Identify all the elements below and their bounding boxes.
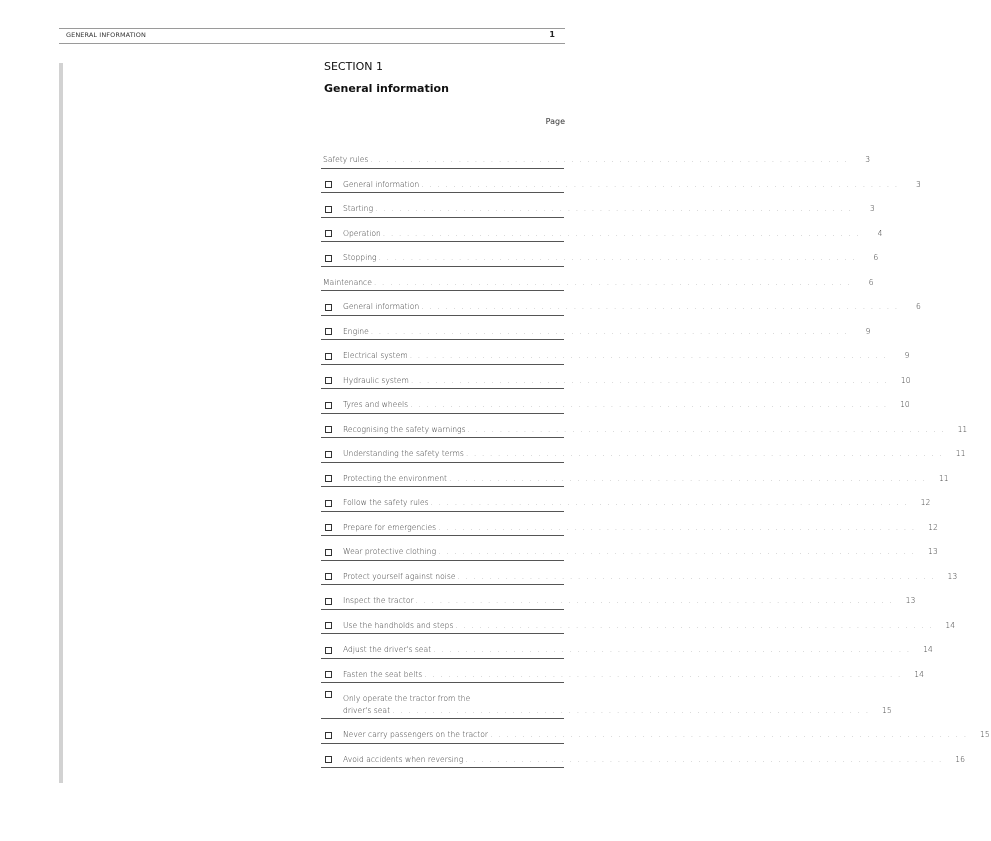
checkbox-bullet-icon [325, 353, 332, 360]
toc-entry-page: 13 [928, 547, 938, 556]
checkbox-bullet-icon [325, 732, 332, 739]
toc-entry-text-wrap [343, 180, 907, 193]
toc-entry-text-wrap [343, 351, 895, 364]
section-title: General information [324, 82, 449, 95]
dot-leader: . . . . . . . . . . . . . . . . . . . . . . . . . . . . . . . . . . . . . . . . . . . . . . . . . . . . . . . . . . . . [424, 669, 902, 679]
bullet-col [321, 585, 343, 609]
toc-entry-text-wrap [343, 621, 941, 634]
toc-entry-text-wrap [343, 755, 951, 768]
toc-entry-label: Protecting the environment [343, 473, 447, 483]
bullet-col [321, 365, 343, 389]
bullet-col [321, 610, 343, 634]
toc-entry-page: 3 [869, 204, 875, 213]
toc-entry [321, 414, 968, 439]
dot-leader: . . . . . . . . . . . . . . . . . . . . . . . . . . . . . . . . . . . . . . . . . . . . . . . . . . . . . . . . . . . . [467, 424, 946, 434]
bullet-col [321, 414, 343, 438]
toc-entry-page: 3 [865, 155, 871, 164]
toc-entry [321, 487, 931, 512]
bullet-col [321, 512, 343, 536]
checkbox-bullet-icon [325, 230, 332, 237]
toc-entry-text-wrap [343, 645, 919, 658]
dot-leader: . . . . . . . . . . . . . . . . . . . . . . . . . . . . . . . . . . . . . . . . . . . . . . . . . . . . . . . . . . . . [373, 277, 852, 287]
toc-entry-text-wrap [343, 474, 935, 487]
bullet-col [321, 242, 343, 266]
toc-entry-text-wrap [343, 498, 916, 511]
toc-entry-text-wrap [343, 730, 976, 743]
toc-entry-text-wrap [343, 449, 951, 462]
toc-entry-page: 4 [877, 228, 883, 238]
page-number: 1 [549, 30, 555, 39]
toc-entry-text-wrap [343, 229, 868, 242]
toc-entry-page: 13 [947, 571, 958, 581]
toc-entry-page: 12 [928, 522, 938, 532]
bullet-col [321, 536, 343, 560]
toc-entry-page: 14 [914, 669, 924, 679]
toc-entry-label: Operation [343, 228, 381, 238]
toc-entry-label: Electrical system [343, 351, 408, 360]
toc-entry-label: Follow the safety rules [343, 498, 429, 507]
toc-entry-label: Maintenance [323, 277, 372, 287]
dot-leader: . . . . . . . . . . . . . . . . . . . . . . . . . . . . . . . . . . . . . . . . . . . . . . . . . . . . . . . . . . . . [409, 351, 888, 360]
toc-entry [321, 463, 949, 488]
toc-entry-text-wrap [343, 572, 943, 585]
toc-entry [321, 389, 910, 414]
toc-entry [321, 659, 924, 684]
toc-entry [321, 340, 910, 365]
bullet-col [321, 340, 343, 364]
toc-entry [321, 365, 911, 390]
toc-entry-label: Protect yourself against noise [343, 571, 456, 581]
toc-entry-page: 14 [923, 645, 933, 654]
toc-entry-text-wrap [343, 204, 861, 217]
dot-leader: . . . . . . . . . . . . . . . . . . . . . . . . . . . . . . . . . . . . . . . . . . . . . . . . . . . . . . . . . . . . [410, 375, 889, 385]
toc-entry-label-line2: driver's seat [343, 705, 391, 715]
dot-leader: . . . . . . . . . . . . . . . . . . . . . . . . . . . . . . . . . . . . . . . . . . . . . . . . . . . . . . . . . . . . [375, 204, 853, 213]
toc-entry-text-wrap [343, 670, 910, 683]
checkbox-bullet-icon [325, 328, 332, 335]
checkbox-bullet-icon [325, 598, 332, 605]
page-column-label: Page [545, 117, 565, 126]
toc-entry-label: Only operate the tractor from the [343, 693, 471, 703]
toc-entry-page: 15 [980, 730, 990, 739]
toc-entry-text-wrap [343, 523, 924, 536]
dot-leader: . . . . . . . . . . . . . . . . . . . . . . . . . . . . . . . . . . . . . . . . . . . . . . . . . . . . . . . . . . . . [457, 571, 936, 581]
checkbox-bullet-icon [325, 377, 332, 384]
toc-entry [321, 218, 883, 243]
bullet-col [321, 744, 343, 768]
toc-entry-page: 10 [900, 375, 911, 385]
toc-entry-label: Wear protective clothing [343, 547, 437, 556]
table-of-contents [321, 144, 990, 768]
dot-leader: . . . . . . . . . . . . . . . . . . . . . . . . . . . . . . . . . . . . . . . . . . . . . . . . . . . . . . . . . . . . [382, 228, 861, 238]
checkbox-bullet-icon [325, 255, 332, 262]
toc-entry-label: Understanding the safety terms [343, 449, 464, 458]
bullet-col [321, 438, 343, 462]
checkbox-bullet-icon [325, 304, 332, 311]
toc-entry-label: General information [343, 179, 420, 189]
toc-entry [321, 267, 874, 292]
toc-entry-text-wrap [343, 694, 878, 719]
toc-entry-page: 12 [920, 498, 931, 507]
toc-entry [321, 744, 965, 769]
toc-entry-label: Fasten the seat belts [343, 669, 423, 679]
dot-leader: . . . . . . . . . . . . . . . . . . . . . . . . . . . . . . . . . . . . . . . . . . . . . . . . . . . . . . . . . . . . [490, 730, 968, 739]
toc-entry-page: 13 [905, 596, 916, 605]
toc-entry-text-wrap [343, 376, 897, 389]
bullet-col [321, 169, 343, 193]
toc-entry-page: 10 [900, 400, 910, 409]
toc-entry-label: General information [343, 302, 420, 311]
toc-entry-label: Hydraulic system [343, 375, 409, 385]
toc-entry-label: Engine [343, 326, 369, 336]
toc-entry [321, 169, 921, 194]
toc-entry-label: Starting [343, 204, 374, 213]
toc-entry [321, 719, 990, 744]
checkbox-bullet-icon [325, 691, 332, 698]
bullet-col [321, 683, 343, 718]
checkbox-bullet-icon [325, 181, 332, 188]
toc-entry-page: 14 [945, 620, 956, 630]
toc-entry-text-wrap [343, 400, 896, 413]
toc-entry-page: 9 [865, 326, 871, 336]
toc-entry-page: 6 [873, 253, 879, 262]
header-rule-bottom [59, 43, 565, 44]
bullet-col [321, 389, 343, 413]
dot-leader: . . . . . . . . . . . . . . . . . . . . . . . . . . . . . . . . . . . . . . . . . . . . . . . . . . . . . . . . . . . . [433, 645, 911, 654]
toc-entry [321, 610, 956, 635]
toc-entry [321, 242, 879, 267]
toc-entry-text-wrap [343, 596, 901, 609]
dot-leader: . . . . . . . . . . . . . . . . . . . . . . . . . . . . . . . . . . . . . . . . . . . . . . . . . . . . . . . . . . . . [438, 522, 916, 532]
toc-entry-page: 11 [957, 424, 968, 434]
toc-entry-label: Avoid accidents when reversing [343, 754, 464, 764]
toc-entry-label: Use the handholds and steps [343, 620, 454, 630]
dot-leader: . . . . . . . . . . . . . . . . . . . . . . . . . . . . . . . . . . . . . . . . . . . . . . . . . . . . . . . . . . . . [370, 326, 849, 336]
dot-leader: . . . . . . . . . . . . . . . . . . . . . . . . . . . . . . . . . . . . . . . . . . . . . . . . . . . . . . . . . . . . [392, 705, 870, 715]
checkbox-bullet-icon [325, 402, 332, 409]
checkbox-bullet-icon [325, 206, 332, 213]
section-label: SECTION 1 [324, 60, 383, 73]
toc-entry-text-wrap [343, 327, 856, 340]
toc-entry-label: Stopping [343, 253, 377, 262]
bullet-col [321, 634, 343, 658]
toc-entry [321, 193, 875, 218]
toc-entry [321, 316, 871, 341]
dot-leader: . . . . . . . . . . . . . . . . . . . . . . . . . . . . . . . . . . . . . . . . . . . . . . . . . . . . . . . . . . . . [448, 473, 927, 483]
margin-bar [59, 63, 63, 783]
bullet-col [321, 291, 343, 315]
toc-entry-page: 3 [915, 179, 921, 189]
toc-entry-label: Tyres and wheels [343, 400, 409, 409]
checkbox-bullet-icon [325, 500, 332, 507]
toc-entry-label: Safety rules [323, 155, 369, 164]
toc-entry-text-wrap [321, 278, 860, 291]
checkbox-bullet-icon [325, 451, 332, 458]
dot-leader: . . . . . . . . . . . . . . . . . . . . . . . . . . . . . . . . . . . . . . . . . . . . . . . . . . . . . . . . . . . . [415, 596, 894, 605]
toc-entry-label: Adjust the driver's seat [343, 645, 432, 654]
toc-entry [321, 291, 921, 316]
toc-entry-label: Prepare for emergencies [343, 522, 437, 532]
toc-entry [321, 512, 938, 537]
toc-entry-text-wrap [343, 253, 864, 266]
toc-entry-text-wrap [321, 155, 856, 168]
toc-entry-page: 9 [904, 351, 910, 360]
checkbox-bullet-icon [325, 573, 332, 580]
checkbox-bullet-icon [325, 756, 332, 763]
dot-leader: . . . . . . . . . . . . . . . . . . . . . . . . . . . . . . . . . . . . . . . . . . . . . . . . . . . . . . . . . . . . [410, 400, 888, 409]
dot-leader: . . . . . . . . . . . . . . . . . . . . . . . . . . . . . . . . . . . . . . . . . . . . . . . . . . . . . . . . . . . . [455, 620, 934, 630]
running-header: GENERAL INFORMATION [66, 31, 146, 39]
toc-entry-page: 11 [938, 473, 949, 483]
bullet-col [321, 218, 343, 242]
dot-leader: . . . . . . . . . . . . . . . . . . . . . . . . . . . . . . . . . . . . . . . . . . . . . . . . . . . . . . . . . . . . [421, 302, 899, 311]
bullet-col [321, 487, 343, 511]
checkbox-bullet-icon [325, 524, 332, 531]
header-rule-top [59, 28, 565, 29]
toc-entry-page: 15 [882, 705, 892, 715]
toc-entry-label: Recognising the safety warnings [343, 424, 466, 434]
toc-entry-text-wrap [343, 425, 953, 438]
checkbox-bullet-icon [325, 475, 332, 482]
checkbox-bullet-icon [325, 647, 332, 654]
toc-entry [321, 536, 938, 561]
toc-entry-text-wrap [343, 302, 907, 315]
toc-entry [321, 585, 916, 610]
dot-leader: . . . . . . . . . . . . . . . . . . . . . . . . . . . . . . . . . . . . . . . . . . . . . . . . . . . . . . . . . . . . [465, 449, 944, 458]
toc-entry-page: 6 [915, 302, 921, 311]
bullet-col [321, 719, 343, 743]
dot-leader: . . . . . . . . . . . . . . . . . . . . . . . . . . . . . . . . . . . . . . . . . . . . . . . . . . . . . . . . . . . . [430, 498, 909, 507]
checkbox-bullet-icon [325, 671, 332, 678]
bullet-col [321, 561, 343, 585]
bullet-col [321, 659, 343, 683]
dot-leader: . . . . . . . . . . . . . . . . . . . . . . . . . . . . . . . . . . . . . . . . . . . . . . . . . . . . . . . . . . . . [378, 253, 857, 262]
toc-entry [321, 144, 871, 169]
toc-entry-label: Inspect the tractor [343, 596, 414, 605]
toc-entry-text-wrap [343, 547, 924, 560]
dot-leader: . . . . . . . . . . . . . . . . . . . . . . . . . . . . . . . . . . . . . . . . . . . . . . . . . . . . . . . . . . . . [465, 754, 943, 764]
toc-entry-page: 16 [955, 754, 965, 764]
toc-entry-page: 11 [955, 449, 966, 458]
bullet-col [321, 316, 343, 340]
checkbox-bullet-icon [325, 549, 332, 556]
checkbox-bullet-icon [325, 622, 332, 629]
checkbox-bullet-icon [325, 426, 332, 433]
toc-entry [321, 634, 933, 659]
dot-leader: . . . . . . . . . . . . . . . . . . . . . . . . . . . . . . . . . . . . . . . . . . . . . . . . . . . . . . . . . . . . [438, 547, 916, 556]
bullet-col [321, 463, 343, 487]
toc-entry [321, 438, 966, 463]
toc-entry-page: 6 [868, 277, 874, 287]
dot-leader: . . . . . . . . . . . . . . . . . . . . . . . . . . . . . . . . . . . . . . . . . . . . . . . . . . . . . . . . . . . . [370, 155, 849, 164]
toc-entry [321, 561, 958, 586]
toc-entry [321, 683, 892, 719]
dot-leader: . . . . . . . . . . . . . . . . . . . . . . . . . . . . . . . . . . . . . . . . . . . . . . . . . . . . . . . . . . . . [421, 179, 899, 189]
bullet-col [321, 193, 343, 217]
toc-entry-label: Never carry passengers on the tractor [343, 730, 489, 739]
